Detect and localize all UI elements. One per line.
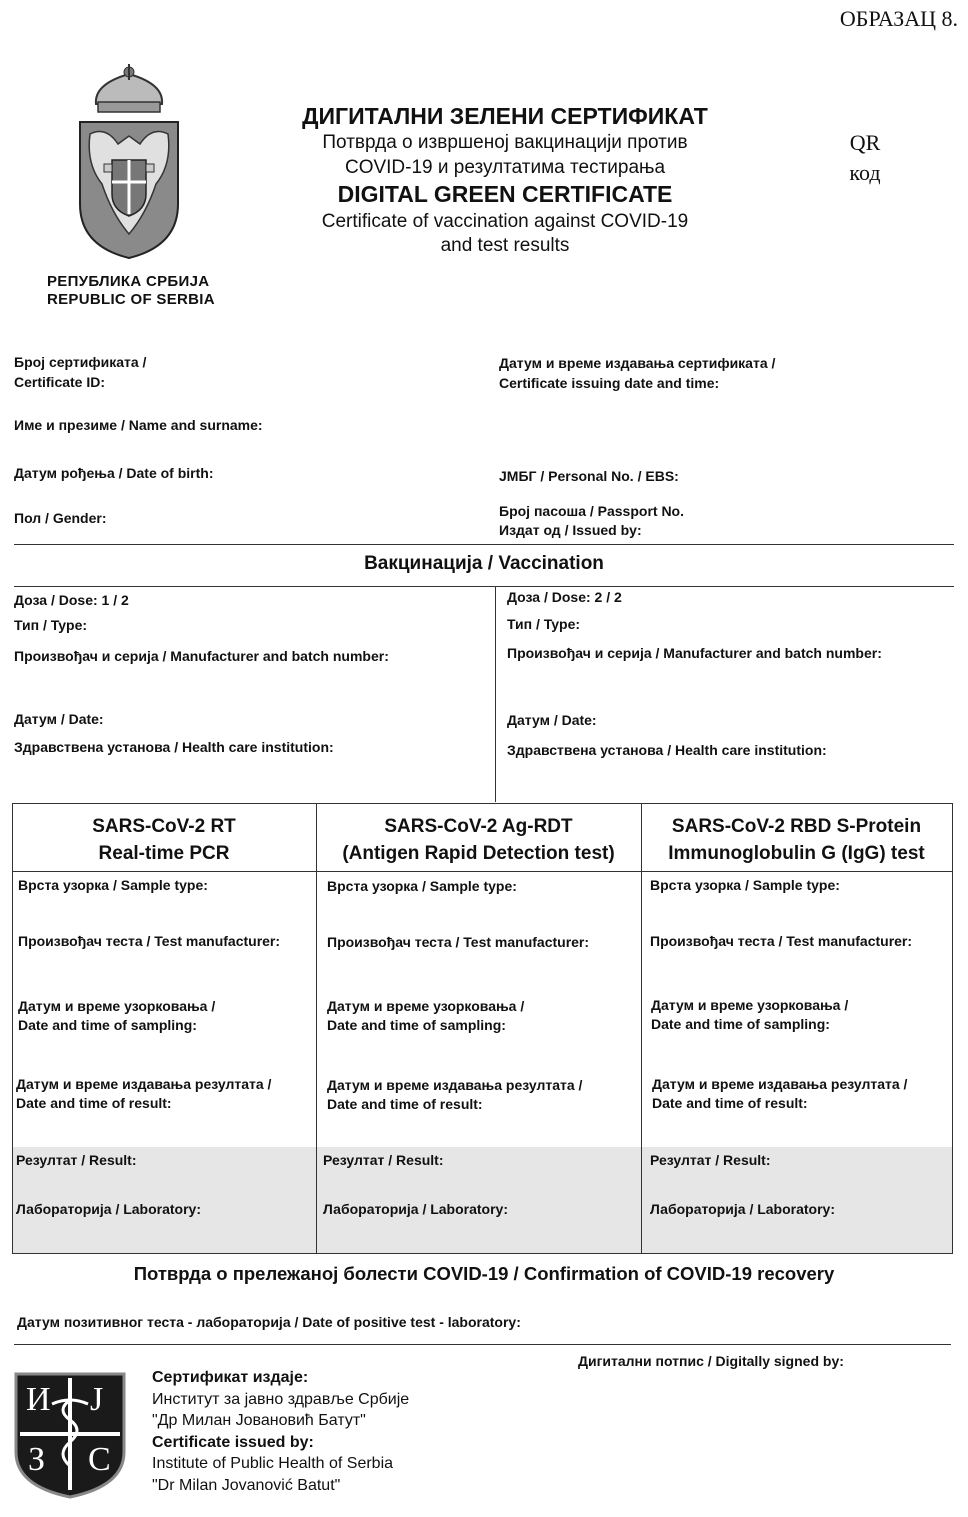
title-sr: ДИГИТАЛНИ ЗЕЛЕНИ СЕРТИФИКАТ	[302, 103, 708, 129]
col2-test-manufacturer-label: Произвођач теста / Test manufacturer:	[327, 934, 590, 950]
col3-result-time-label: Датум и време издавања резултата /	[652, 1076, 908, 1092]
issuer-sr-line2: "Др Милан Јовановић Батут"	[152, 1412, 366, 1429]
issued-by-label: Издат од / Issued by:	[499, 522, 642, 538]
test-header-antigen	[316, 813, 641, 867]
test-header-pcr-line1: SARS-CoV-2 RT	[92, 816, 236, 837]
title-en: DIGITAL GREEN CERTIFICATE	[337, 181, 673, 207]
name-label: Име и презиме / Name and surname:	[14, 417, 263, 433]
issuer-en-line1: Institute of Public Health of Serbia	[152, 1455, 394, 1472]
digital-signature-label: Дигитални потпис / Digitally signed by:	[578, 1353, 844, 1369]
dose1-type-label: Тип / Type:	[14, 617, 88, 633]
logo-letter: И	[26, 1381, 51, 1418]
divider	[316, 803, 317, 1253]
col2-result-time-label: Датум и време издавања резултата /	[327, 1077, 583, 1093]
logo-letter: С	[88, 1441, 111, 1478]
subtitle-sr-1: Потврда о извршеној вакцинацији против	[322, 132, 688, 153]
col1-test-manufacturer-label: Произвођач теста / Test manufacturer:	[18, 933, 281, 949]
col1-result-time-label: Датум и време издавања резултата /	[16, 1076, 272, 1092]
issue-date-label-en: Certificate issuing date and time:	[499, 375, 720, 391]
institute-logo	[12, 1370, 128, 1500]
col3-sample-type-label: Врста узорка / Sample type:	[650, 877, 840, 893]
divider	[641, 803, 642, 1253]
test-header-antigen-line2: (Antigen Rapid Detection test)	[342, 843, 615, 864]
divider	[12, 803, 953, 804]
divider	[14, 544, 954, 545]
col1-sample-type-label: Врста узорка / Sample type:	[18, 877, 208, 893]
col2-laboratory-label: Лабораторија / Laboratory:	[323, 1201, 509, 1217]
col1-result-time-label-en: Date and time of result:	[16, 1095, 172, 1111]
issuer-sr-line1: Институт за јавно здравље Србије	[152, 1390, 410, 1408]
dose1-institution-label: Здравствена установа / Health care institution:	[14, 739, 334, 755]
personal-no-label: ЈМБГ / Personal No. / EBS:	[499, 468, 679, 484]
coat-of-arms-icon	[76, 64, 182, 260]
dose2-type-label: Тип / Type:	[507, 616, 581, 632]
dob-label: Датум рођења / Date of birth:	[14, 465, 214, 481]
logo-letter: З	[28, 1441, 46, 1478]
col2-sample-type-label: Врста узорка / Sample type:	[327, 878, 517, 894]
col3-test-manufacturer-label: Произвођач теста / Test manufacturer:	[650, 933, 913, 949]
divider	[952, 803, 953, 1253]
dose1-manufacturer-label: Произвођач и серија / Manufacturer and batch number:	[14, 648, 389, 664]
col2-sampling-label: Датум и време узорковања /	[327, 998, 525, 1014]
col1-sampling-label: Датум и време узорковања /	[18, 998, 216, 1014]
issue-date-label: Датум и време издавања сертификата /	[499, 355, 776, 371]
vaccination-heading: Вакцинација / Vaccination	[364, 553, 604, 574]
issuer-sr-label: Сертификат издаје:	[152, 1369, 309, 1386]
col3-sampling-label-en: Date and time of sampling:	[651, 1016, 830, 1032]
recovery-heading: Потврда о прележаној болести COVID-19 / Confirmation of COVID-19 recovery	[133, 1263, 835, 1284]
divider	[14, 586, 954, 587]
col2-sampling-label-en: Date and time of sampling:	[327, 1017, 506, 1033]
col2-result-time-label-en: Date and time of result:	[327, 1096, 483, 1112]
col3-result-time-label-en: Date and time of result:	[652, 1095, 808, 1111]
logo-letter: J	[90, 1381, 104, 1418]
test-header-pcr-line2: Real-time PCR	[98, 843, 230, 864]
dose1-date-label: Датум / Date:	[14, 711, 104, 727]
col3-laboratory-label: Лабораторија / Laboratory:	[650, 1201, 836, 1217]
cert-id-label-en: Certificate ID:	[14, 374, 106, 390]
passport-label: Број пасоша / Passport No.	[499, 503, 685, 519]
qr-code-placeholder	[830, 128, 900, 188]
col1-result-label: Резултат / Result:	[16, 1152, 137, 1168]
col2-result-label: Резултат / Result:	[323, 1152, 444, 1168]
test-header-igg	[641, 813, 952, 867]
col1-sampling-label-en: Date and time of sampling:	[18, 1017, 197, 1033]
divider	[12, 1253, 953, 1254]
qr-label-code: код	[849, 160, 881, 185]
dose1-label: Доза / Dose: 1 / 2	[14, 592, 129, 608]
subtitle-en-1: Certificate of vaccination against COVID-19	[321, 211, 689, 232]
test-header-antigen-line1: SARS-CoV-2 Ag-RDT	[384, 816, 573, 837]
country-name-en: REPUBLIC OF SERBIA	[47, 291, 215, 308]
col1-laboratory-label: Лабораторија / Laboratory:	[16, 1201, 202, 1217]
dose2-institution-label: Здравствена установа / Health care institution:	[507, 742, 827, 758]
subtitle-sr-2: COVID-19 и резултатима тестирања	[344, 157, 666, 178]
dose2-manufacturer-label: Произвођач и серија / Manufacturer and batch number:	[507, 645, 882, 661]
subtitle-en-2: and test results	[440, 235, 570, 256]
test-header-igg-line2: Immunoglobulin G (IgG) test	[668, 843, 925, 864]
issuer-en-line2: "Dr Milan Jovanović Batut"	[152, 1476, 341, 1494]
divider	[12, 871, 953, 872]
dose2-date-label: Датум / Date:	[507, 712, 597, 728]
test-header-pcr	[12, 813, 316, 867]
divider	[14, 1344, 951, 1345]
divider	[495, 586, 496, 802]
col3-sampling-label: Датум и време узорковања /	[651, 997, 849, 1013]
title-block	[250, 102, 760, 257]
test-header-igg-line1: SARS-CoV-2 RBD S-Protein	[671, 816, 922, 837]
gender-label: Пол / Gender:	[14, 510, 107, 526]
issuer-block	[152, 1367, 409, 1496]
cert-id-label: Број сертификата /	[14, 354, 147, 370]
divider	[12, 803, 13, 1253]
qr-label: QR	[849, 130, 881, 155]
positive-test-label: Датум позитивног теста - лабораторија / Date of positive test - laboratory:	[17, 1314, 521, 1330]
col3-result-label: Резултат / Result:	[650, 1152, 771, 1168]
form-number: ОБРАЗАЦ 8.	[839, 6, 958, 31]
country-name-sr: РЕПУБЛИКА СРБИЈА	[47, 273, 210, 290]
issuer-en-label: Certificate issued by:	[152, 1433, 314, 1451]
dose2-label: Доза / Dose: 2 / 2	[507, 589, 622, 605]
